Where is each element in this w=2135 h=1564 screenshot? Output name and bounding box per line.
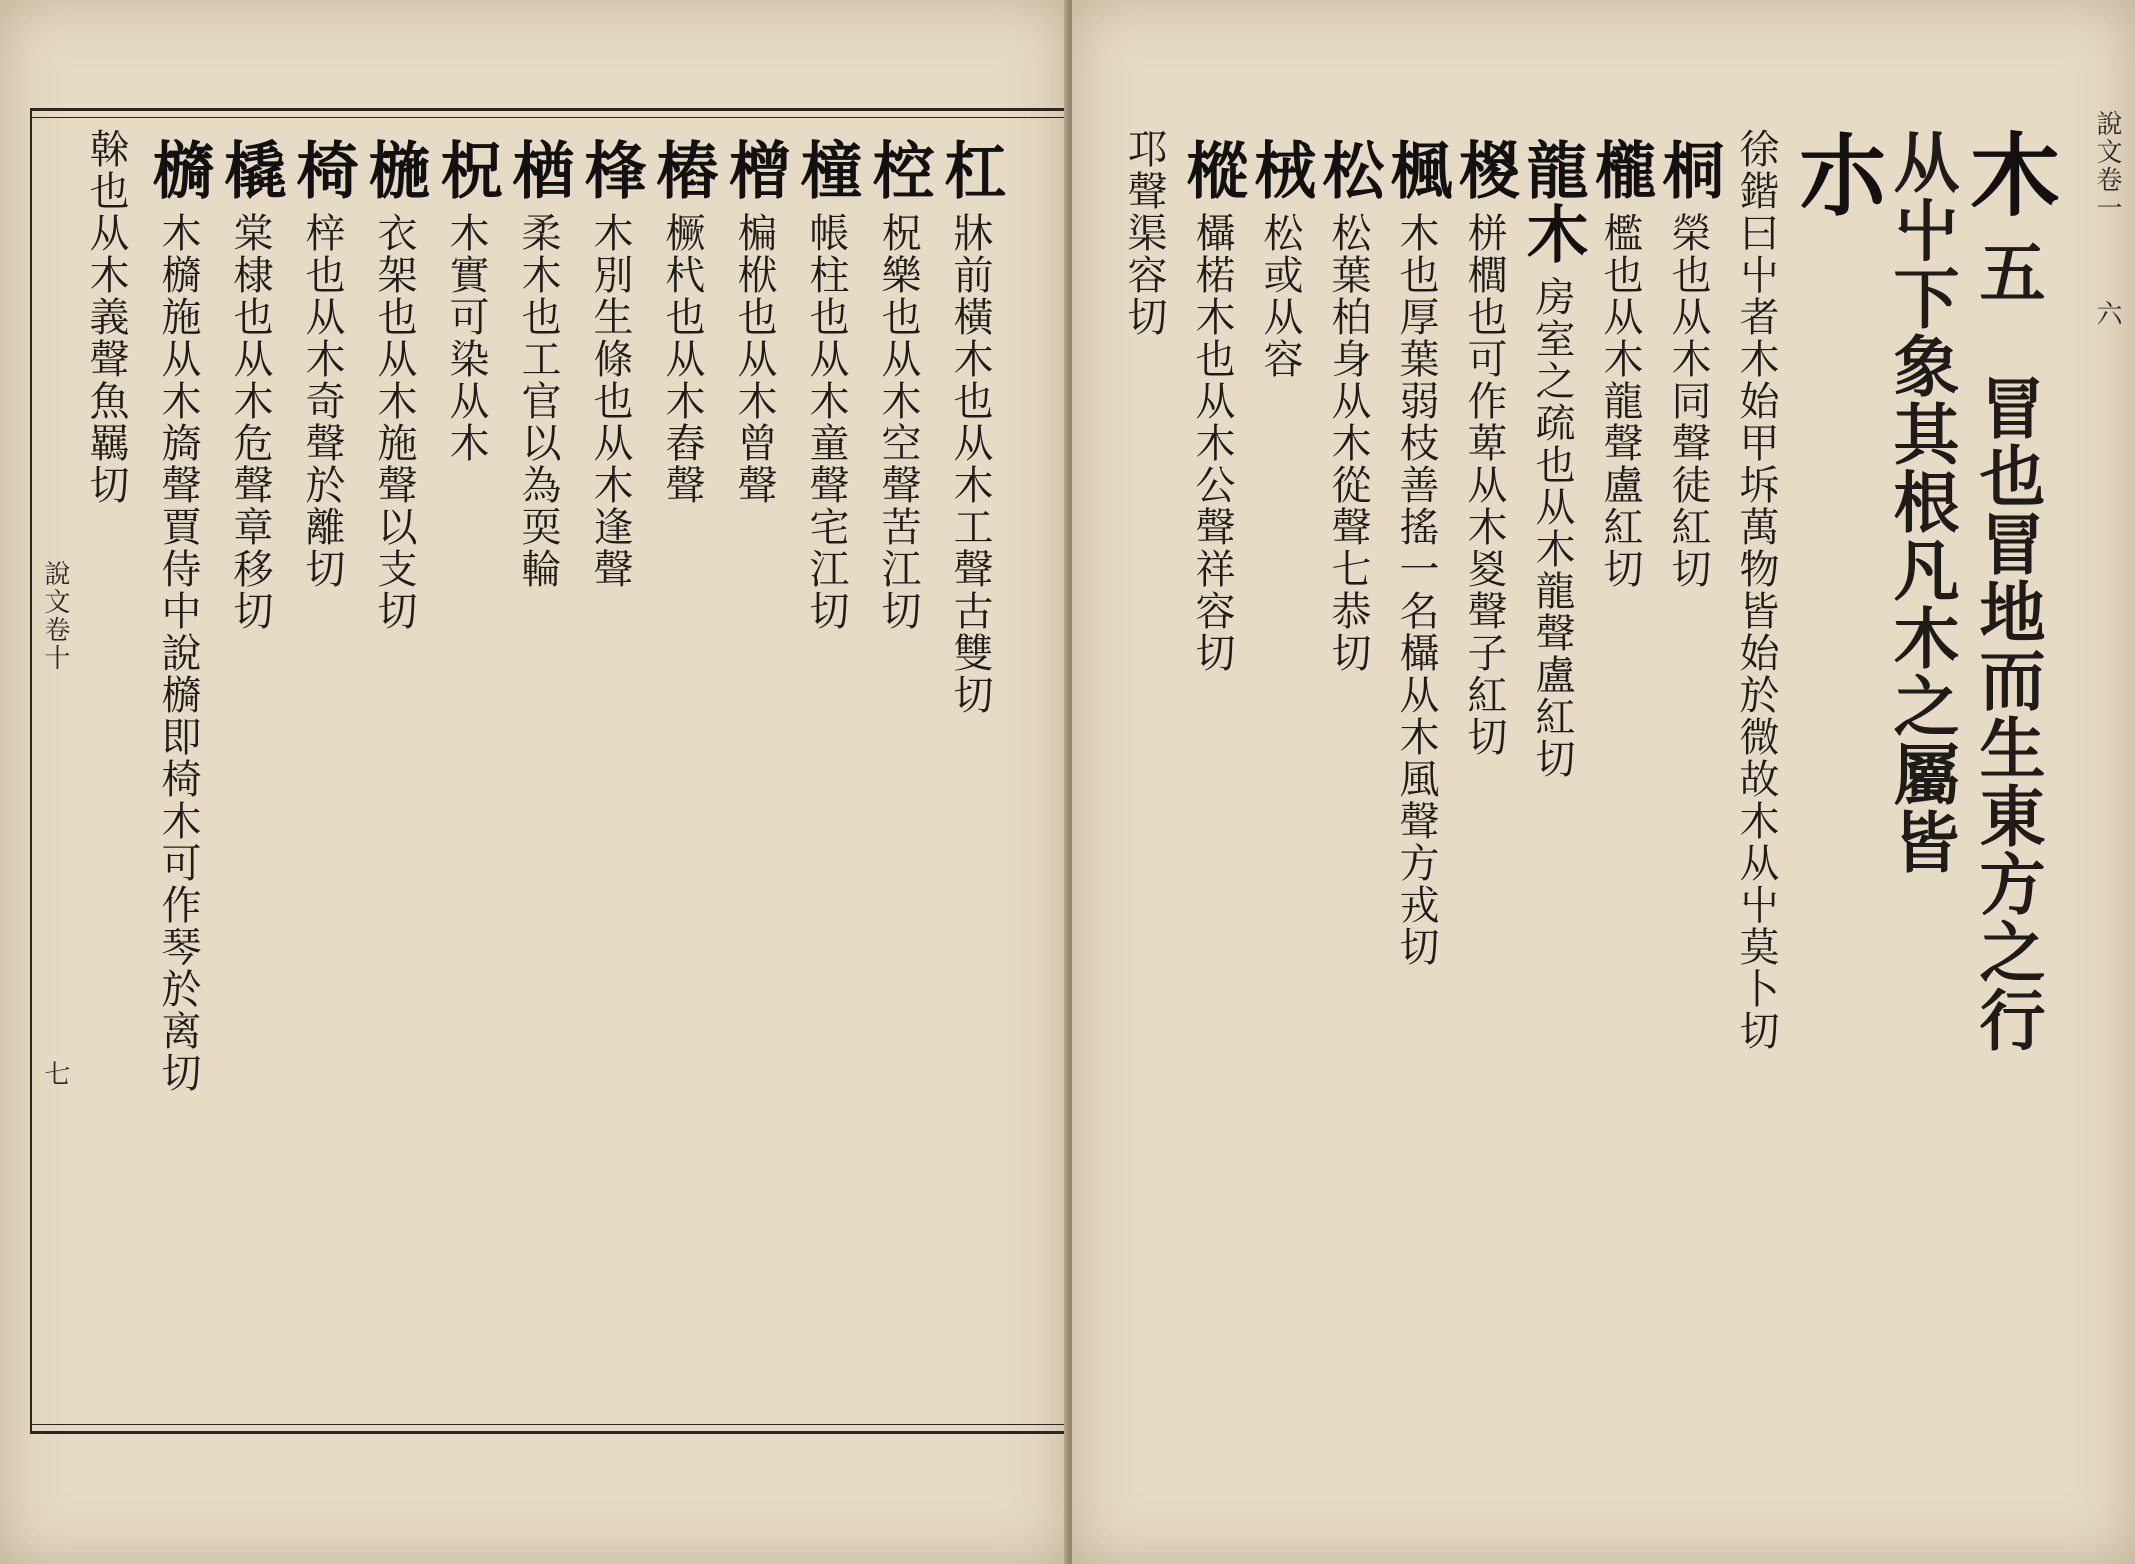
seal-script-character: 桻 [574, 138, 647, 202]
right-page-column [1652, 128, 1725, 590]
left-page-column [790, 128, 863, 632]
seal-script-character: 椅 [286, 138, 359, 202]
left-page-column [718, 128, 791, 506]
column-text: 橛杙也从木舂聲 [659, 212, 705, 506]
seal-script-character: 檹 [142, 138, 215, 202]
right-page-column [1516, 128, 1589, 780]
left-margin-page-number: 七 [40, 1060, 70, 1088]
left-page-column [502, 128, 575, 590]
column-text: 榦也从木義聲魚羈切 [83, 128, 129, 506]
column-text: 徐鍇曰屮者木始甲坼萬物皆始於微故木从屮莫卜切 [1733, 128, 1779, 1052]
seal-script-character: 松 [1312, 138, 1385, 202]
column-text: 棠棣也从木危聲章移切 [227, 212, 273, 632]
seal-script-character: 櫳 [1584, 138, 1657, 202]
seal-script-character: 樅 [1176, 138, 1249, 202]
left-margin-title: 說文卷十 [40, 560, 70, 672]
right-page-column [1244, 128, 1317, 380]
seal-script-character: 楢 [502, 138, 575, 202]
seal-script-character: 椸 [358, 138, 431, 202]
column-text: 五 冒也冒地而生東方之行 [1968, 238, 2046, 1054]
right-page-column [1882, 128, 1960, 876]
right-page [1072, 0, 2135, 1564]
left-page-column [574, 128, 647, 590]
left-page-column [286, 128, 359, 590]
column-text: 帳柱也从木童聲宅江切 [803, 212, 849, 632]
column-text: 欇楉木也从木公聲祥容切 [1189, 212, 1235, 674]
right-page-column [1122, 128, 1166, 338]
column-text: 从屮下象其根凡木之屬皆 [1882, 128, 1960, 876]
right-margin-folio: 六 [2092, 300, 2122, 328]
right-page-column [1176, 128, 1249, 674]
column-text: 楄栿也从木曾聲 [731, 212, 777, 506]
left-page-column [358, 128, 431, 632]
seal-script-character: 楓 [1380, 138, 1453, 202]
seal-script-character: 橇 [214, 138, 287, 202]
left-page-column [934, 128, 1007, 716]
column-text: 房室之疏也从木龍聲盧紅切 [1529, 276, 1575, 780]
seal-script-character: 柷 [430, 138, 503, 202]
left-page-column [646, 128, 719, 506]
right-page-column [1782, 128, 1888, 238]
right-page-column [1312, 128, 1385, 674]
column-text: 邛聲渠容切 [1121, 128, 1167, 338]
column-text: 牀前橫木也从木工聲古雙切 [947, 212, 993, 716]
seal-script-character: 桐 [1652, 138, 1725, 202]
seal-script-character: 橦 [790, 138, 863, 202]
seal-script-character: 木 [1954, 128, 2060, 220]
column-text: 木實可染从木 [443, 212, 489, 464]
column-text: 木也厚葉弱枝善搖一名欇从木風聲方戎切 [1393, 212, 1439, 968]
column-text: 木別生條也从木逢聲 [587, 212, 633, 590]
seal-script-character: 橧 [718, 138, 791, 202]
seal-script-character: 朩 [1782, 128, 1888, 220]
right-page-column [1734, 128, 1778, 1052]
right-page-column [1584, 128, 1657, 590]
seal-script-character: 龍木 [1516, 138, 1589, 266]
left-page-column [430, 128, 503, 464]
right-page-column [1954, 128, 2060, 1054]
right-page-column [1448, 128, 1521, 758]
column-text: 松葉柏身从木從聲七恭切 [1325, 212, 1371, 674]
column-text: 衣架也从木施聲以支切 [371, 212, 417, 632]
column-text: 木檹施从木旖聲賈侍中說檹即椅木可作琴於离切 [155, 212, 201, 1094]
left-page-column [84, 128, 128, 506]
seal-script-character: 椶 [1448, 138, 1521, 202]
left-page-column [214, 128, 287, 632]
column-text: 檻也从木龍聲盧紅切 [1597, 212, 1643, 590]
column-text: 梓也从木奇聲於離切 [299, 212, 345, 590]
left-page-column [142, 128, 215, 1094]
left-page-column [862, 128, 935, 632]
seal-script-character: 㭜 [1244, 138, 1317, 202]
column-text: 榮也从木同聲徒紅切 [1665, 212, 1711, 590]
column-text: 栟櫚也可作萆从木㚇聲子紅切 [1461, 212, 1507, 758]
right-margin-title: 說文卷一 [2092, 110, 2122, 222]
column-text: 柔木也工官以為耎輪 [515, 212, 561, 590]
seal-script-character: 樁 [646, 138, 719, 202]
seal-script-character: 杠 [934, 138, 1007, 202]
column-text: 柷樂也从木空聲苦江切 [875, 212, 921, 632]
right-page-column [1380, 128, 1453, 968]
seal-script-character: 椌 [862, 138, 935, 202]
column-text: 松或从容 [1257, 212, 1303, 380]
